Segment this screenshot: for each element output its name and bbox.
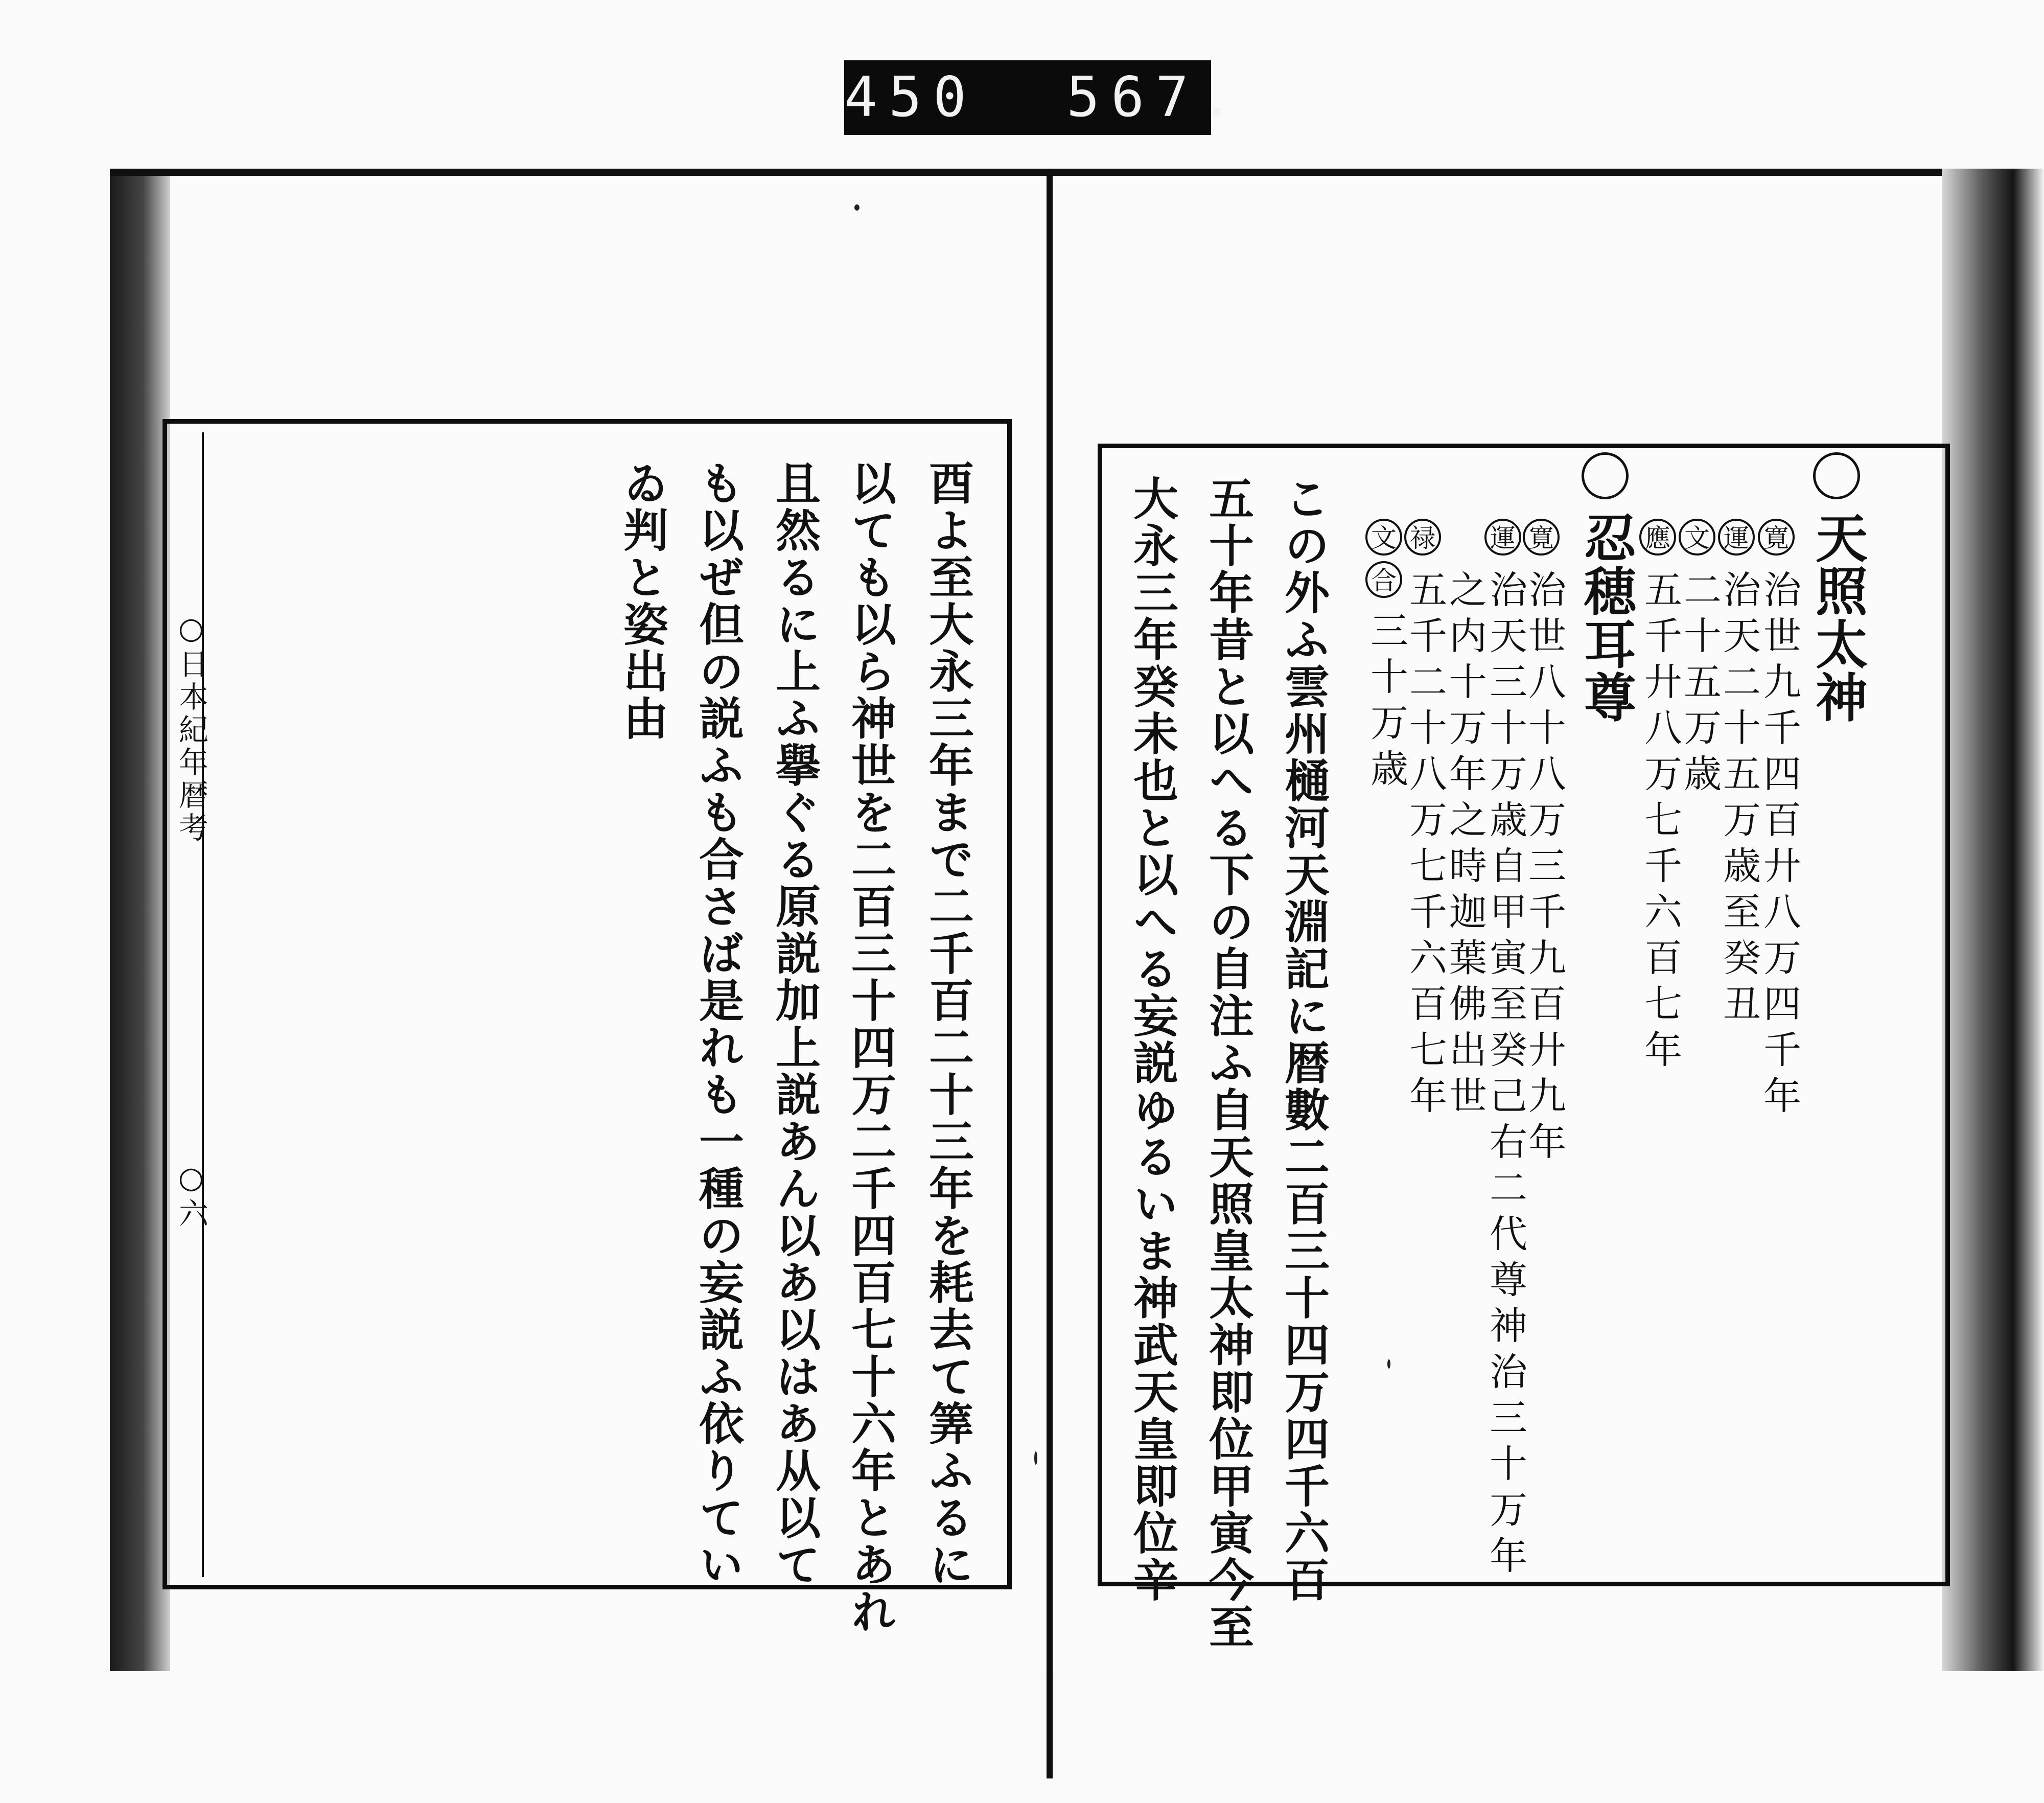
left-column-1: 酉よ至大永三年まで二千百二十三年を耗去て筭ふるに xyxy=(922,460,975,1588)
entry-oshihomimi-1: 治世八十八万三千九百廾九年 xyxy=(1522,570,1566,1168)
era-tag-column-5 xyxy=(1523,519,1560,559)
open-circle-mark xyxy=(1582,452,1629,499)
folio-number: ○六 xyxy=(174,1160,208,1231)
left-column-4: も以ぜ但の説ふも合さば是れも一種の妄説ふ依りてい xyxy=(692,460,745,1588)
era-tag-column-8 xyxy=(1365,519,1402,601)
right-main-column-2: 五十年昔と以へる下の自注ふ自天照皇太神即位甲寅今至 xyxy=(1202,475,1255,1651)
era-tag: 運 xyxy=(1484,519,1521,556)
scan-speck xyxy=(1387,1359,1390,1369)
left-column-3: 且然るに上ふ擧ぐる原説加上説あん以あ以はあ从以て xyxy=(769,460,822,1588)
era-tag-column-2 xyxy=(1718,519,1755,559)
left-margin-rule xyxy=(202,432,204,1577)
entry-amaterasu-2: 治天二十五万歳至癸丑 xyxy=(1717,570,1761,1030)
entry-oshihomimi-4: 五千二十八万七千六百七年 xyxy=(1403,570,1447,1122)
era-tag: 文 xyxy=(1679,519,1715,556)
era-tag-column-6 xyxy=(1484,519,1521,559)
entry-amaterasu-3: 二十五万歳 xyxy=(1678,570,1722,800)
entry-oshihomimi-3b: 之内十万年之時迦葉佛出世 xyxy=(1443,570,1487,1122)
deity-title-amaterasu: 天照太神 xyxy=(1807,511,1868,724)
era-tag-column-4 xyxy=(1639,519,1676,559)
left-column-5: ゐ判と姿出由 xyxy=(616,460,669,742)
era-tag-sub: 合 xyxy=(1365,561,1402,598)
open-circle-mark xyxy=(1813,452,1860,499)
entry-oshihomimi-5: 三十万歳 xyxy=(1364,611,1408,795)
right-main-column-1: この外ふ雲州樋河天淵記に暦數二百三十四万四千六百 xyxy=(1278,475,1331,1604)
era-tag: 禄 xyxy=(1404,519,1441,556)
era-tag: 文 xyxy=(1365,519,1402,556)
scan-speck xyxy=(854,204,860,211)
era-tag: 寛 xyxy=(1758,519,1795,556)
right-main-column-3: 大永三年癸未也と以へる妄説ゆるいま神武天皇即位辛 xyxy=(1126,475,1179,1604)
entry-oshihomimi-2: 治天三十万歳自甲寅至癸己右二代尊神治三十万年 xyxy=(1483,570,1527,1582)
deity-title-oshihomimi: 忍穂耳尊 xyxy=(1575,511,1637,724)
left-column-2: 以ても以ら神世を二百三十四万二千四百七十六年とあれ xyxy=(844,460,897,1635)
book-spine xyxy=(1047,169,1053,1778)
era-tag: 寛 xyxy=(1523,519,1560,556)
left-cover-edge xyxy=(110,169,170,1671)
entry-amaterasu-1: 治世九千四百廾八万四千年 xyxy=(1757,570,1801,1122)
era-tag-column-7 xyxy=(1404,519,1441,559)
scan-speck xyxy=(1034,1451,1037,1465)
right-cover-edge xyxy=(1942,169,2044,1671)
catalog-number-label: 450 567. xyxy=(844,60,1211,135)
entry-amaterasu-4: 五千廾八万七千六百七年 xyxy=(1638,570,1682,1076)
top-edge-line xyxy=(110,169,2044,176)
era-tag-column-1 xyxy=(1758,519,1795,559)
era-tag: 應 xyxy=(1639,519,1676,556)
margin-book-title: ○日本紀年暦考 xyxy=(174,611,208,845)
era-tag: 運 xyxy=(1718,519,1755,556)
era-tag-column-3 xyxy=(1679,519,1715,559)
